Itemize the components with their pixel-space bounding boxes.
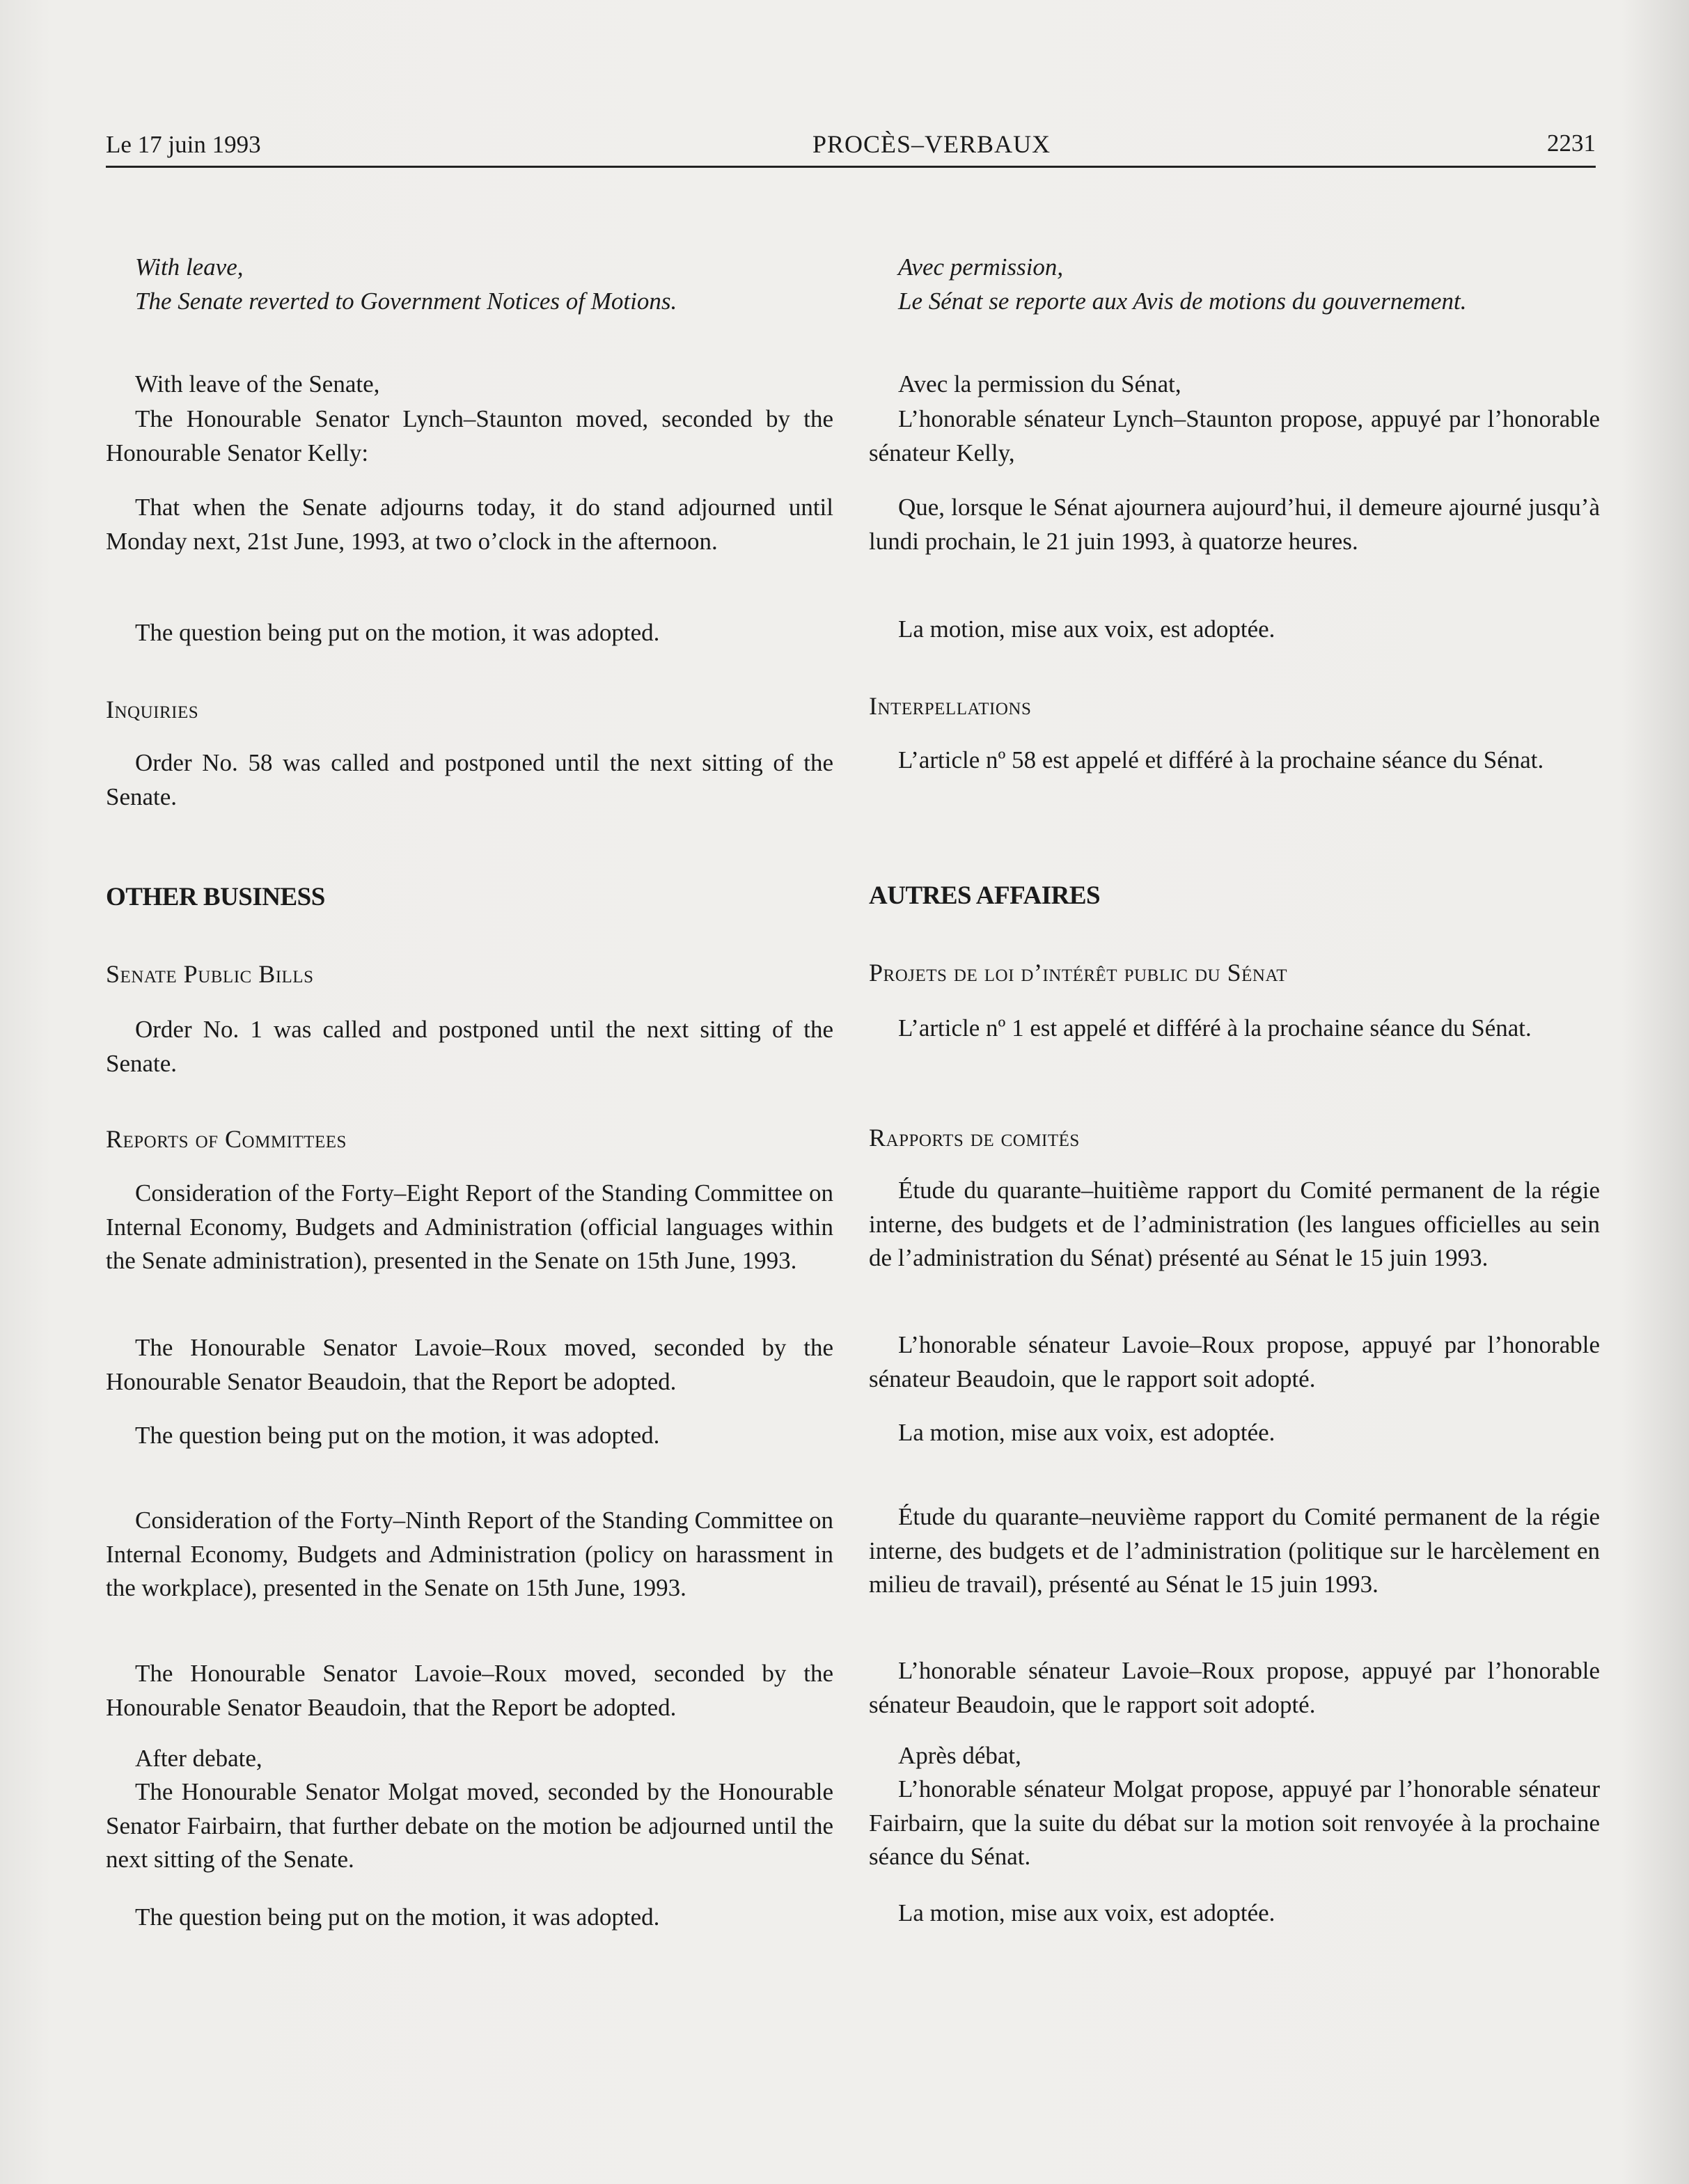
en-motion-text: That when the Senate adjourns today, it do stand adjourned until Monday next, 21st June, 1993, at two o’clock in the afternoon. [106,494,833,555]
fr-molgat-motion: L’honorable sénateur Molgat propose, appuyé par l’honorable sénateur Fairbairn, que la suite du débat sur la motion soit renvoyée à la prochaine séance du Sénat. [869,1775,1600,1870]
fr-order-58: L’article nº 58 est appelé et différé à la prochaine séance du Sénat. [898,746,1544,773]
fr-other-business-heading: AUTRES AFFAIRES [869,881,1101,910]
en-inquiries-heading: Inquiries [106,696,199,723]
fr-moved-49: L’honorable sénateur Lavoie–Roux propose, appuyé par l’honorable sénateur Beaudoin, que le rapport soit adopté. [869,1657,1600,1718]
fr-adopted-48: La motion, mise aux voix, est adoptée. [898,1419,1275,1446]
fr-with-leave-senate: Avec la permission du Sénat, [898,370,1181,398]
en-leave-notice: With leave, The Senate reverted to Government Notices of Motions. [135,253,677,315]
en-adopted-49: The question being put on the motion, it was adopted. [135,1903,660,1931]
fr-reports-heading: Rapports de comités [869,1124,1080,1152]
fr-order-1: L’article nº 1 est appelé et différé à la prochaine séance du Sénat. [898,1014,1532,1042]
en-other-business-heading: OTHER BUSINESS [106,883,325,911]
fr-after-debate: Après débat, [898,1742,1021,1769]
en-motion-moved: The Honourable Senator Lynch–Staunton moved, seconded by the Honourable Senator Kelly: [106,405,833,466]
en-senate-public-bills-heading: Senate Public Bills [106,960,314,988]
en-molgat-motion: The Honourable Senator Molgat moved, seconded by the Honourable Senator Fairbairn, that further debate on the motion be adjourned until the next sitting of the Senate. [106,1778,833,1873]
page-header [106,124,1596,168]
fr-moved-48: L’honorable sénateur Lavoie–Roux propose, appuyé par l’honorable sénateur Beaudoin, que le rapport soit adopté. [869,1331,1600,1392]
header-title: PROCÈS–VERBAUX [812,130,1051,158]
en-motion-adopted: The question being put on the motion, it was adopted. [135,619,660,646]
fr-inquiries-heading: Interpellations [869,692,1032,720]
en-adopted-48: The question being put on the motion, it was adopted. [135,1422,660,1449]
en-report-49: Consideration of the Forty–Ninth Report of the Standing Committee on Internal Economy, Budgets and Administration (policy on harassment in the workplace), presented in the Senate on 15th June, 1993. [106,1507,833,1601]
fr-senate-public-bills-heading: Projets de loi d’intérêt public du Sénat [869,959,1287,987]
en-moved-49: The Honourable Senator Lavoie–Roux moved, seconded by the Honourable Senator Beaudoin, that the Report be adopted. [106,1660,833,1721]
fr-motion-adopted: La motion, mise aux voix, est adoptée. [898,615,1275,643]
en-with-leave-senate: With leave of the Senate, [135,370,380,398]
fr-report-49: Étude du quarante–neuvième rapport du Comité permanent de la régie interne, des budgets et de l’administration (politique sur le harcèlement en milieu de travail), présenté au Sénat le 15 juin 1993. [869,1503,1600,1598]
fr-motion-moved: L’honorable sénateur Lynch–Staunton propose, appuyé par l’honorable sénateur Kelly, [869,405,1600,466]
en-order-58: Order No. 58 was called and postponed until the next sitting of the Senate. [106,749,833,810]
en-reports-heading: Reports of Committees [106,1125,347,1153]
en-order-1: Order No. 1 was called and postponed until the next sitting of the Senate. [106,1016,833,1077]
fr-motion-text: Que, lorsque le Sénat ajournera aujourd’hui, il demeure ajourné jusqu’à lundi prochain, le 21 juin 1993, à quatorze heures. [869,494,1600,555]
en-report-48: Consideration of the Forty–Eight Report of the Standing Committee on Internal Economy, Budgets and Administration (official languages within the Senate administration), presented in the Senate on 15th June, 1993. [106,1179,833,1274]
en-after-debate: After debate, [135,1745,262,1772]
fr-report-48: Étude du quarante–huitième rapport du Comité permanent de la régie interne, des budgets et de l’administration (les langues officielles au sein de l’administration du Sénat) présenté au Sénat le 15 juin 1993. [869,1177,1600,1271]
en-moved-48: The Honourable Senator Lavoie–Roux moved, seconded by the Honourable Senator Beaudoin, that the Report be adopted. [106,1334,833,1395]
fr-leave-notice: Avec permission, Le Sénat se reporte aux Avis de motions du gouvernement. [898,253,1467,315]
header-date: Le 17 juin 1993 [106,131,261,158]
page-number: 2231 [1547,129,1596,157]
fr-adopted-49: La motion, mise aux voix, est adoptée. [898,1899,1275,1926]
